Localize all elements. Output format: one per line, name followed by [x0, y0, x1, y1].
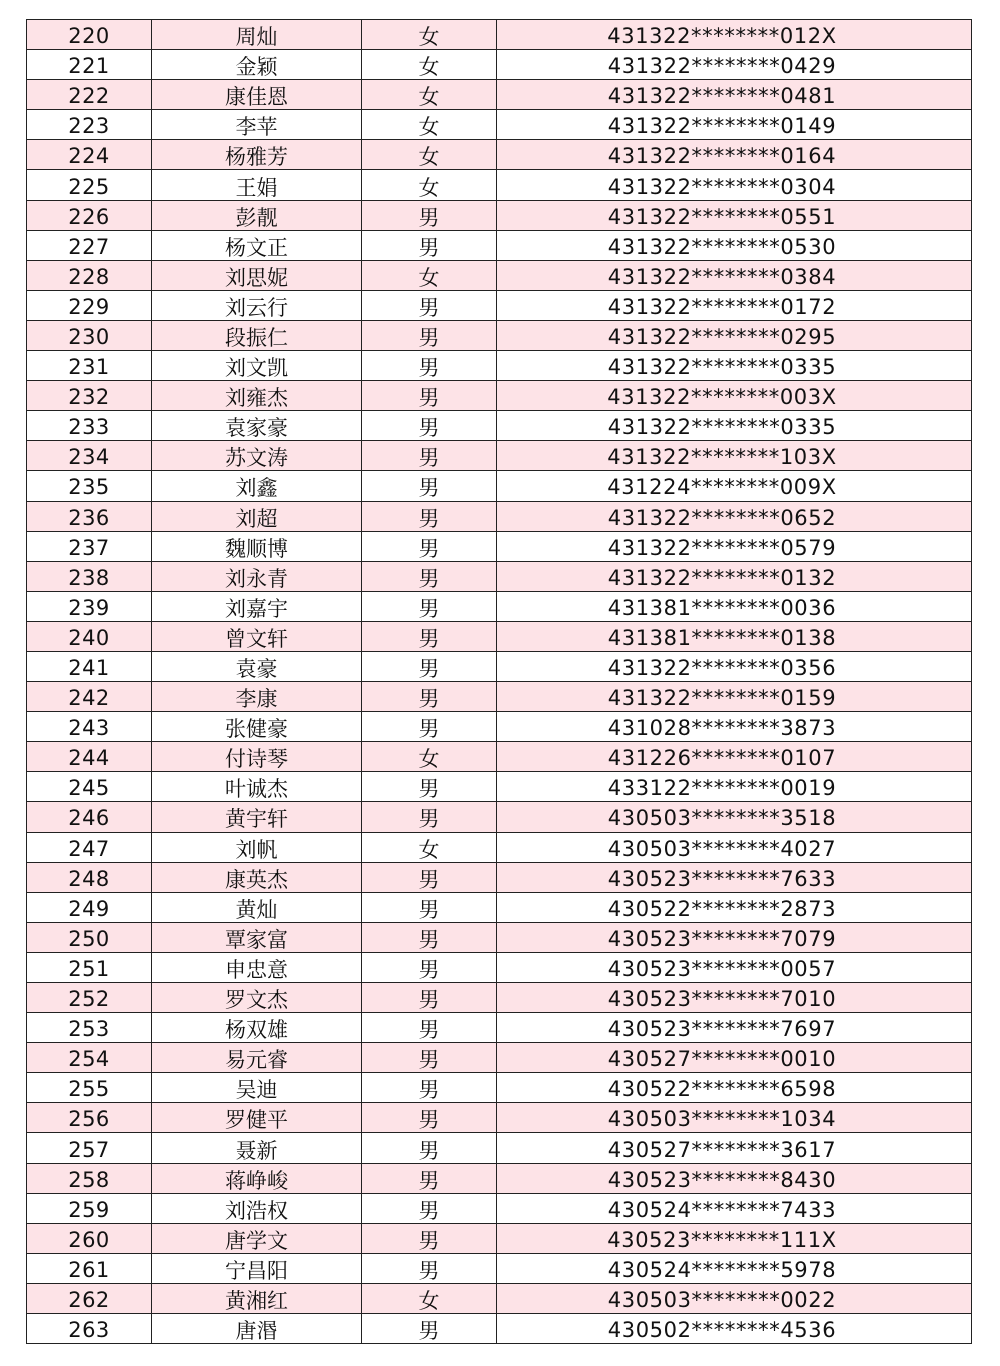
gender-cell: 女	[362, 110, 497, 139]
row-number-cell: 250	[27, 923, 152, 952]
gender-cell: 男	[362, 532, 497, 561]
id-number-cell: 430524********5978	[497, 1254, 972, 1283]
id-number-cell: 431322********0172	[497, 291, 972, 320]
id-number-cell: 431381********0138	[497, 622, 972, 651]
student-name-cell: 付诗琴	[152, 742, 362, 771]
row-number-cell: 227	[27, 231, 152, 260]
id-number-cell: 430503********1034	[497, 1103, 972, 1132]
id-number-cell: 430522********2873	[497, 893, 972, 922]
gender-cell: 男	[362, 983, 497, 1012]
row-number-cell: 226	[27, 201, 152, 230]
table-row	[27, 50, 972, 80]
id-number-cell: 431028********3873	[497, 712, 972, 741]
row-number-cell: 256	[27, 1103, 152, 1132]
gender-cell: 男	[362, 502, 497, 531]
gender-cell: 男	[362, 562, 497, 591]
student-name-cell: 周灿	[152, 20, 362, 49]
gender-cell: 男	[362, 291, 497, 320]
id-number-cell: 431322********0579	[497, 532, 972, 561]
row-number-cell: 259	[27, 1194, 152, 1223]
gender-cell: 男	[362, 622, 497, 651]
student-name-cell: 刘文凯	[152, 351, 362, 380]
gender-cell: 女	[362, 140, 497, 169]
table-row	[27, 682, 972, 712]
student-name-cell: 康佳恩	[152, 80, 362, 109]
row-number-cell: 252	[27, 983, 152, 1012]
row-number-cell: 229	[27, 291, 152, 320]
id-number-cell: 430523********8430	[497, 1164, 972, 1193]
gender-cell: 男	[362, 1314, 497, 1343]
row-number-cell: 221	[27, 50, 152, 79]
table-row	[27, 983, 972, 1013]
id-number-cell: 430527********3617	[497, 1133, 972, 1162]
gender-cell: 女	[362, 170, 497, 199]
row-number-cell: 262	[27, 1284, 152, 1313]
table-row	[27, 1013, 972, 1043]
student-name-cell: 刘雍杰	[152, 381, 362, 410]
student-name-cell: 苏文涛	[152, 441, 362, 470]
table-row	[27, 110, 972, 140]
student-name-cell: 吴迪	[152, 1073, 362, 1102]
row-number-cell: 249	[27, 893, 152, 922]
table-row	[27, 231, 972, 261]
table-row	[27, 893, 972, 923]
gender-cell: 男	[362, 471, 497, 500]
gender-cell: 男	[362, 772, 497, 801]
row-number-cell: 223	[27, 110, 152, 139]
student-name-cell: 易元睿	[152, 1043, 362, 1072]
id-number-cell: 431226********0107	[497, 742, 972, 771]
row-number-cell: 237	[27, 532, 152, 561]
student-name-cell: 张健豪	[152, 712, 362, 741]
table-row	[27, 923, 972, 953]
id-number-cell: 431322********0356	[497, 652, 972, 681]
gender-cell: 男	[362, 1164, 497, 1193]
student-name-cell: 刘云行	[152, 291, 362, 320]
gender-cell: 男	[362, 1073, 497, 1102]
student-name-cell: 李康	[152, 682, 362, 711]
student-name-cell: 黄湘红	[152, 1284, 362, 1313]
table-row	[27, 381, 972, 411]
gender-cell: 男	[362, 592, 497, 621]
gender-cell: 男	[362, 201, 497, 230]
row-number-cell: 243	[27, 712, 152, 741]
gender-cell: 男	[362, 411, 497, 440]
id-number-cell: 433122********0019	[497, 772, 972, 801]
table-row	[27, 802, 972, 832]
table-row	[27, 1164, 972, 1194]
row-number-cell: 230	[27, 321, 152, 350]
student-name-cell: 金颖	[152, 50, 362, 79]
row-number-cell: 251	[27, 953, 152, 982]
id-number-cell: 431322********0335	[497, 411, 972, 440]
gender-cell: 男	[362, 1224, 497, 1253]
row-number-cell: 255	[27, 1073, 152, 1102]
student-name-cell: 彭靓	[152, 201, 362, 230]
table-row	[27, 441, 972, 471]
id-number-cell: 430502********4536	[497, 1314, 972, 1343]
table-row	[27, 953, 972, 983]
row-number-cell: 245	[27, 772, 152, 801]
gender-cell: 男	[362, 1254, 497, 1283]
row-number-cell: 253	[27, 1013, 152, 1042]
student-name-cell: 申忠意	[152, 953, 362, 982]
id-number-cell: 431322********0159	[497, 682, 972, 711]
table-row	[27, 261, 972, 291]
id-number-cell: 431381********0036	[497, 592, 972, 621]
student-name-cell: 聂新	[152, 1133, 362, 1162]
student-name-cell: 覃家富	[152, 923, 362, 952]
gender-cell: 男	[362, 1043, 497, 1072]
gender-cell: 男	[362, 923, 497, 952]
id-number-cell: 431322********0335	[497, 351, 972, 380]
id-number-cell: 431322********0384	[497, 261, 972, 290]
gender-cell: 男	[362, 321, 497, 350]
student-name-cell: 罗文杰	[152, 983, 362, 1012]
table-row	[27, 411, 972, 441]
gender-cell: 男	[362, 893, 497, 922]
gender-cell: 女	[362, 20, 497, 49]
gender-cell: 女	[362, 742, 497, 771]
id-number-cell: 430503********0022	[497, 1284, 972, 1313]
gender-cell: 男	[362, 1103, 497, 1132]
id-number-cell: 430523********7010	[497, 983, 972, 1012]
gender-cell: 男	[362, 231, 497, 260]
student-name-cell: 刘帆	[152, 833, 362, 862]
gender-cell: 女	[362, 80, 497, 109]
gender-cell: 男	[362, 802, 497, 831]
gender-cell: 男	[362, 1013, 497, 1042]
table-row	[27, 1103, 972, 1133]
row-number-cell: 235	[27, 471, 152, 500]
table-row	[27, 291, 972, 321]
gender-cell: 男	[362, 652, 497, 681]
table-row	[27, 201, 972, 231]
student-name-cell: 蒋峥峻	[152, 1164, 362, 1193]
id-number-cell: 431322********0551	[497, 201, 972, 230]
gender-cell: 男	[362, 1194, 497, 1223]
id-number-cell: 431322********0652	[497, 502, 972, 531]
row-number-cell: 222	[27, 80, 152, 109]
id-number-cell: 431322********0149	[497, 110, 972, 139]
id-number-cell: 430523********7079	[497, 923, 972, 952]
table-row	[27, 562, 972, 592]
row-number-cell: 261	[27, 1254, 152, 1283]
id-number-cell: 430523********0057	[497, 953, 972, 982]
table-row	[27, 652, 972, 682]
id-number-cell: 431322********0481	[497, 80, 972, 109]
table-row	[27, 1133, 972, 1163]
student-name-cell: 黄灿	[152, 893, 362, 922]
row-number-cell: 224	[27, 140, 152, 169]
row-number-cell: 241	[27, 652, 152, 681]
id-number-cell: 430523********7633	[497, 863, 972, 892]
id-number-cell: 430523********7697	[497, 1013, 972, 1042]
row-number-cell: 242	[27, 682, 152, 711]
table-row	[27, 863, 972, 893]
gender-cell: 女	[362, 1284, 497, 1313]
table-row	[27, 1043, 972, 1073]
student-name-cell: 杨雅芳	[152, 140, 362, 169]
id-number-cell: 431322********0132	[497, 562, 972, 591]
table-row	[27, 622, 972, 652]
student-name-cell: 曾文轩	[152, 622, 362, 651]
id-number-cell: 431322********0429	[497, 50, 972, 79]
table-row	[27, 20, 972, 50]
row-number-cell: 234	[27, 441, 152, 470]
gender-cell: 男	[362, 351, 497, 380]
row-number-cell: 228	[27, 261, 152, 290]
row-number-cell: 240	[27, 622, 152, 651]
table-row	[27, 592, 972, 622]
student-name-cell: 康英杰	[152, 863, 362, 892]
row-number-cell: 220	[27, 20, 152, 49]
student-name-cell: 唐湣	[152, 1314, 362, 1343]
row-number-cell: 257	[27, 1133, 152, 1162]
student-name-cell: 王娟	[152, 170, 362, 199]
row-number-cell: 239	[27, 592, 152, 621]
gender-cell: 男	[362, 953, 497, 982]
gender-cell: 男	[362, 682, 497, 711]
row-number-cell: 247	[27, 833, 152, 862]
id-number-cell: 430503********3518	[497, 802, 972, 831]
row-number-cell: 258	[27, 1164, 152, 1193]
id-number-cell: 431322********0164	[497, 140, 972, 169]
row-number-cell: 225	[27, 170, 152, 199]
student-name-cell: 刘浩权	[152, 1194, 362, 1223]
id-number-cell: 430523********111X	[497, 1224, 972, 1253]
id-number-cell: 431322********0295	[497, 321, 972, 350]
table-row	[27, 1224, 972, 1254]
table-row	[27, 80, 972, 110]
table-row	[27, 742, 972, 772]
row-number-cell: 236	[27, 502, 152, 531]
table-row	[27, 351, 972, 381]
id-number-cell: 431322********003X	[497, 381, 972, 410]
id-number-cell: 431224********009X	[497, 471, 972, 500]
row-number-cell: 231	[27, 351, 152, 380]
id-number-cell: 431322********012X	[497, 20, 972, 49]
table-row	[27, 471, 972, 501]
student-table	[26, 19, 972, 1344]
gender-cell: 男	[362, 381, 497, 410]
row-number-cell: 246	[27, 802, 152, 831]
table-row	[27, 1073, 972, 1103]
student-name-cell: 罗健平	[152, 1103, 362, 1132]
student-name-cell: 宁昌阳	[152, 1254, 362, 1283]
student-name-cell: 黄宇轩	[152, 802, 362, 831]
id-number-cell: 430522********6598	[497, 1073, 972, 1102]
student-name-cell: 袁家豪	[152, 411, 362, 440]
id-number-cell: 431322********103X	[497, 441, 972, 470]
id-number-cell: 430524********7433	[497, 1194, 972, 1223]
student-name-cell: 杨双雄	[152, 1013, 362, 1042]
table-row	[27, 140, 972, 170]
gender-cell: 女	[362, 261, 497, 290]
student-name-cell: 叶诚杰	[152, 772, 362, 801]
student-name-cell: 李苹	[152, 110, 362, 139]
gender-cell: 男	[362, 1133, 497, 1162]
table-row	[27, 712, 972, 742]
row-number-cell: 260	[27, 1224, 152, 1253]
id-number-cell: 430527********0010	[497, 1043, 972, 1072]
student-name-cell: 刘超	[152, 502, 362, 531]
row-number-cell: 238	[27, 562, 152, 591]
student-name-cell: 袁豪	[152, 652, 362, 681]
gender-cell: 男	[362, 712, 497, 741]
row-number-cell: 232	[27, 381, 152, 410]
row-number-cell: 248	[27, 863, 152, 892]
table-row	[27, 532, 972, 562]
table-row	[27, 772, 972, 802]
table-row	[27, 502, 972, 532]
student-name-cell: 刘鑫	[152, 471, 362, 500]
gender-cell: 男	[362, 863, 497, 892]
student-name-cell: 刘嘉宇	[152, 592, 362, 621]
student-name-cell: 唐学文	[152, 1224, 362, 1253]
student-name-cell: 刘思妮	[152, 261, 362, 290]
table-row	[27, 170, 972, 200]
student-name-cell: 刘永青	[152, 562, 362, 591]
row-number-cell: 244	[27, 742, 152, 771]
student-name-cell: 魏顺博	[152, 532, 362, 561]
student-name-cell: 杨文正	[152, 231, 362, 260]
table-row	[27, 833, 972, 863]
table-row	[27, 1254, 972, 1284]
table-row	[27, 1194, 972, 1224]
table-row	[27, 1284, 972, 1314]
row-number-cell: 233	[27, 411, 152, 440]
gender-cell: 男	[362, 441, 497, 470]
id-number-cell: 431322********0304	[497, 170, 972, 199]
row-number-cell: 254	[27, 1043, 152, 1072]
student-name-cell: 段振仁	[152, 321, 362, 350]
id-number-cell: 430503********4027	[497, 833, 972, 862]
row-number-cell: 263	[27, 1314, 152, 1343]
table-row	[27, 1314, 972, 1344]
gender-cell: 女	[362, 50, 497, 79]
id-number-cell: 431322********0530	[497, 231, 972, 260]
gender-cell: 女	[362, 833, 497, 862]
table-row	[27, 321, 972, 351]
